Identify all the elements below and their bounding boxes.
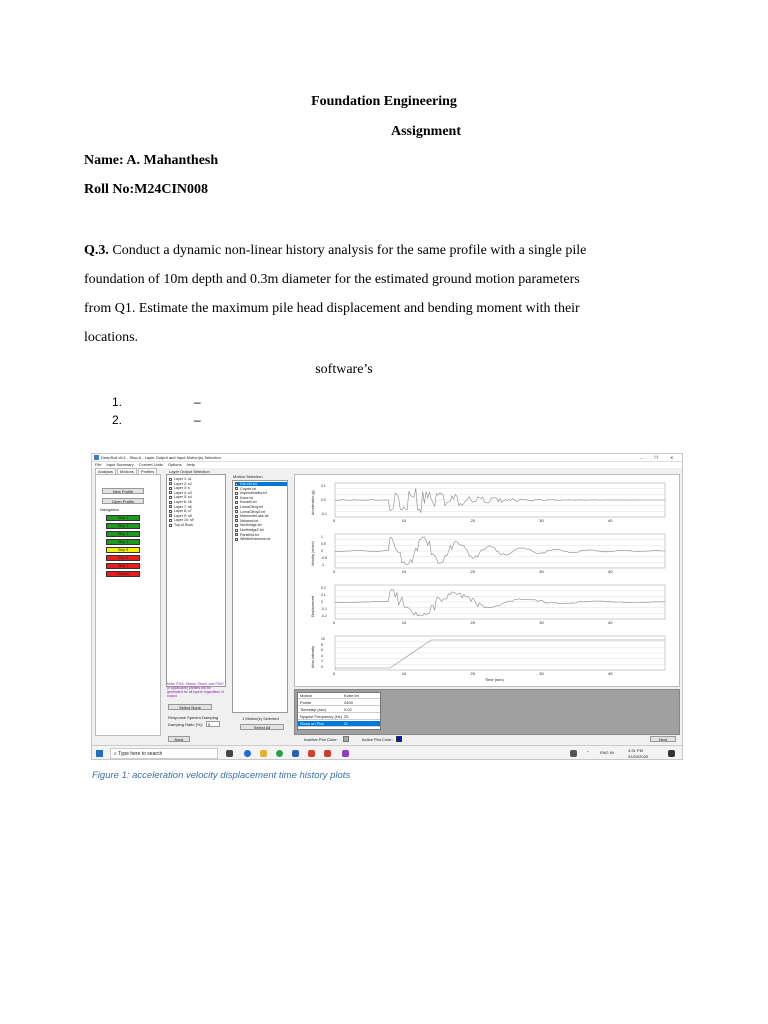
x-tick-label: 0 xyxy=(333,518,336,523)
chevron-up-icon[interactable]: ⌃ xyxy=(586,750,590,755)
layer-checkbox-item[interactable] xyxy=(169,505,192,509)
motion-checkbox-item[interactable] xyxy=(235,482,287,486)
motion-checkbox-item[interactable] xyxy=(235,496,287,500)
x-tick-label: 40 xyxy=(608,569,613,574)
checkbox[interactable] xyxy=(169,510,172,513)
motion-label: Kobe.txt xyxy=(240,495,254,500)
x-tick-label: 30 xyxy=(539,620,544,625)
x-tick-label: 20 xyxy=(470,671,475,676)
y-tick-label: -0.1 xyxy=(321,512,327,516)
inactive-color-swatch[interactable] xyxy=(343,736,349,742)
y-tick-label: 0 xyxy=(321,665,323,669)
time-history-plots xyxy=(295,475,681,688)
y-tick-label: 0.2 xyxy=(321,586,326,590)
layer-checkbox-item[interactable] xyxy=(169,482,192,486)
motion-label: WhittierNarrows.txt xyxy=(240,537,271,542)
layer-label: Layer 8: s7 xyxy=(174,509,192,514)
layer-label: Layer 2: s2 xyxy=(174,481,192,486)
search-icon: ⌕ xyxy=(114,751,119,757)
y-tick-label: 0.1 xyxy=(321,593,326,597)
motion-label: MammothLake.txt xyxy=(240,514,269,519)
checkbox[interactable] xyxy=(235,496,238,499)
active-color-swatch[interactable] xyxy=(396,736,402,742)
window-title: DeepSoil v6.1 - Step 6 - Layer Output and Input Motion(s) Selection xyxy=(101,455,221,460)
motion-label: Nahanni.txt xyxy=(240,518,259,523)
windows-taskbar xyxy=(92,745,682,760)
info-value: 2400 xyxy=(344,700,353,705)
checkbox[interactable] xyxy=(169,496,172,499)
y-tick-label: 0.5 xyxy=(321,542,326,546)
layer-checkbox-item[interactable] xyxy=(169,518,194,522)
motion-checkbox-item[interactable] xyxy=(235,537,287,541)
checkbox[interactable] xyxy=(235,533,238,536)
x-tick-label: 0 xyxy=(333,620,336,625)
info-value: 25 xyxy=(344,714,349,719)
x-tick-label: 0 xyxy=(333,671,336,676)
checkbox[interactable] xyxy=(235,538,238,541)
next-button[interactable]: Next xyxy=(650,736,676,742)
taskbar-search-box[interactable] xyxy=(110,748,218,759)
layer-checkbox-item[interactable] xyxy=(169,514,192,518)
motion-checkbox-item[interactable] xyxy=(235,514,287,518)
x-tick-label: 40 xyxy=(608,620,613,625)
checkbox[interactable] xyxy=(235,483,238,486)
checkbox[interactable] xyxy=(169,514,172,517)
checkbox[interactable] xyxy=(235,515,238,518)
chrome-icon[interactable] xyxy=(276,750,283,757)
select-none-button[interactable]: Select None xyxy=(168,704,212,710)
layer-panel-title: Layer Output Selection xyxy=(169,469,210,474)
info-value: Kobe.txt xyxy=(344,693,359,698)
list-number: 2. xyxy=(112,413,123,427)
new-profile-button[interactable]: New Profile xyxy=(102,488,144,494)
checkbox[interactable] xyxy=(169,487,172,490)
clock-date[interactable]: 31/03/2025 xyxy=(628,754,649,759)
damping-ratio-label: Damping Ratio (%): xyxy=(168,722,203,727)
layer-label: Layer 3: s xyxy=(174,486,190,491)
motion-label: ImperialValley.txt xyxy=(240,491,267,496)
x-tick-label: 10 xyxy=(401,569,407,574)
motion-label: Kocaeli.txt xyxy=(240,500,257,505)
list-text: – xyxy=(194,413,201,427)
task-view-icon[interactable] xyxy=(226,750,233,757)
layer-label: Layer 9: s8 xyxy=(174,513,192,518)
info-key: Show on Plot xyxy=(300,721,324,726)
nav-step-button[interactable]: Step 7 xyxy=(106,563,140,569)
motion-label: LomaGilroy2.txt xyxy=(240,509,266,514)
inactive-color-label: Inactive Plot Color: xyxy=(304,737,338,742)
x-tick-label: 20 xyxy=(470,569,475,574)
bottom-bar xyxy=(92,736,682,744)
nav-step-button[interactable]: Step 5 xyxy=(106,547,140,553)
x-tick-label: 30 xyxy=(539,569,544,574)
motion-label: Coyote.txt xyxy=(240,486,257,491)
info-row xyxy=(298,714,380,720)
y-tick-label: -1 xyxy=(321,563,325,567)
list-number: 1. xyxy=(112,395,123,409)
motion-checkbox-item[interactable] xyxy=(235,500,287,504)
deepsoil-taskbar-icon[interactable] xyxy=(342,750,349,757)
y-tick-label: 0.1 xyxy=(321,484,326,488)
layer-output-panel xyxy=(166,469,226,687)
menu-input-summary[interactable]: Input Summary xyxy=(106,462,134,467)
motions-selected-count: 1 Motion(s) Selected xyxy=(242,716,279,721)
motion-panel-title: Motion Selection xyxy=(233,474,263,479)
layer-label: Layer 7: s6 xyxy=(174,504,192,509)
app-icon xyxy=(94,455,99,460)
nav-step-button[interactable]: Step 3 xyxy=(106,531,140,537)
damping-ratio-input[interactable]: 5 xyxy=(206,721,220,727)
language-indicator[interactable]: ENG IN xyxy=(600,750,614,755)
checkbox[interactable] xyxy=(235,524,238,527)
info-row xyxy=(298,700,380,706)
x-tick-label: 20 xyxy=(470,518,475,523)
student-name: Name: A. Mahanthesh xyxy=(84,153,219,168)
y-tick-label: 0.0 xyxy=(321,498,326,502)
x-tick-label: 10 xyxy=(401,620,407,625)
info-key: Timestep (sec) xyxy=(300,707,327,712)
checkbox[interactable] xyxy=(235,519,238,522)
navigation-panel xyxy=(95,474,161,736)
tab-profiles[interactable]: Profiles xyxy=(138,468,157,475)
word-icon[interactable] xyxy=(292,750,299,757)
select-all-button[interactable]: Select All xyxy=(240,724,284,730)
list-text: – xyxy=(194,395,201,409)
tab-motions[interactable]: Motions xyxy=(117,468,137,475)
deepsoil-screenshot xyxy=(91,453,683,760)
y-tick-label: -0.2 xyxy=(321,614,327,618)
x-tick-label: 40 xyxy=(608,518,613,523)
window-titlebar xyxy=(92,454,682,462)
nav-step-button[interactable]: Step 2 xyxy=(106,523,140,529)
notification-icon[interactable] xyxy=(668,750,675,757)
x-axis-label: Time (sec) xyxy=(485,677,504,682)
checkbox[interactable] xyxy=(235,529,238,532)
y-tick-label: -0.1 xyxy=(321,607,327,611)
motion-label: LomaGilroy.txt xyxy=(240,505,263,509)
info-row xyxy=(298,693,380,699)
minimize-icon[interactable]: – xyxy=(640,455,643,460)
layer-label: Layer 4: s3 xyxy=(174,490,192,495)
checkbox[interactable] xyxy=(169,505,172,508)
checkbox[interactable] xyxy=(169,482,172,485)
question-label: Q.3. xyxy=(84,243,109,258)
question-line-1: Conduct a dynamic non-linear history analysis for the same profile with a single pile xyxy=(112,243,587,258)
nav-step-button[interactable]: Step 1 xyxy=(106,515,140,521)
document-subtitle: Assignment xyxy=(390,124,461,139)
close-icon[interactable]: ✕ xyxy=(670,455,674,460)
menu-bar xyxy=(92,462,682,468)
motion-checkbox-item[interactable] xyxy=(235,487,287,491)
windows-start-icon[interactable] xyxy=(96,750,103,757)
tab-analysis[interactable]: Analysis xyxy=(95,468,116,475)
list-item xyxy=(112,395,201,409)
motion-info-panel xyxy=(294,689,680,735)
checkbox[interactable] xyxy=(235,510,238,513)
menu-convert-units[interactable]: Convert Units xyxy=(138,462,163,467)
x-tick-label: 30 xyxy=(539,518,544,523)
menu-options[interactable]: Options xyxy=(167,462,182,467)
checkbox[interactable] xyxy=(235,487,238,490)
file-explorer-icon[interactable] xyxy=(260,750,267,757)
checkbox[interactable] xyxy=(169,524,172,527)
menu-file[interactable]: File xyxy=(95,462,102,467)
menu-help[interactable]: Help xyxy=(186,462,195,467)
motion-info-table xyxy=(297,692,381,730)
motion-label: Parkfield.txt xyxy=(240,532,259,537)
layer-checkbox-item[interactable] xyxy=(169,523,193,527)
taskbar-search-text: Type here to search xyxy=(118,751,163,757)
x-tick-label: 20 xyxy=(470,620,475,625)
checkbox[interactable] xyxy=(235,492,238,495)
motion-checkbox-item[interactable] xyxy=(235,523,287,527)
info-row xyxy=(298,707,380,713)
y-tick-label: 8 xyxy=(321,642,323,647)
motion-checkbox-item[interactable] xyxy=(235,491,287,495)
checkbox[interactable] xyxy=(235,501,238,504)
y-axis-label: Displacement xyxy=(311,595,315,617)
x-tick-label: 0 xyxy=(333,569,336,574)
document-title: Foundation Engineering xyxy=(311,94,457,109)
damping-label: Response Spectra Damping xyxy=(168,715,219,720)
nav-step-button[interactable]: Step 6 xyxy=(106,555,140,561)
y-tick-label: 2 xyxy=(321,659,323,664)
y-axis-label: Arias Intensity xyxy=(311,646,315,668)
y-tick-label: 10 xyxy=(321,637,325,641)
motion-label: Northridge2.txt xyxy=(240,528,264,532)
layer-checkbox-item[interactable] xyxy=(169,500,192,504)
navigation-label: Navigation xyxy=(100,507,119,512)
motion-checkbox-item[interactable] xyxy=(235,528,287,532)
checkbox[interactable] xyxy=(169,478,172,481)
info-key: Nyquist Frequency (Hz) xyxy=(300,714,343,719)
layer-checkbox-item[interactable] xyxy=(169,477,192,481)
edge-icon[interactable] xyxy=(244,750,251,757)
time-history-plot-area xyxy=(294,474,680,687)
motion-checkbox-item[interactable] xyxy=(235,510,287,514)
checkbox[interactable] xyxy=(169,501,172,504)
active-color-label: Active Plot Color: xyxy=(362,737,393,742)
roll-number: Roll No:M24CIN008 xyxy=(84,182,209,197)
y-tick-label: 6 xyxy=(321,648,323,653)
checkbox[interactable] xyxy=(235,506,238,509)
y-tick-label: 1 xyxy=(321,535,323,539)
layer-checkbox-item[interactable] xyxy=(169,486,190,490)
layer-label: Layer 6: s5 xyxy=(174,500,192,504)
x-tick-label: 40 xyxy=(608,671,613,676)
motion-label: Chi-Chi.txt xyxy=(240,482,257,486)
motion-label: Northridge.txt xyxy=(240,523,262,528)
y-tick-label: -0.5 xyxy=(321,556,327,560)
checkbox[interactable] xyxy=(169,519,172,522)
x-tick-label: 10 xyxy=(401,518,407,523)
maximize-icon[interactable]: ❐ xyxy=(654,455,658,460)
app-icon-orange[interactable] xyxy=(324,750,331,757)
nav-step-button[interactable]: Results xyxy=(106,571,140,577)
software-line: software’s xyxy=(315,362,373,377)
x-tick-label: 30 xyxy=(539,671,544,676)
y-axis-label: Velocity (m/sec) xyxy=(311,541,315,566)
motion-selection-panel xyxy=(232,480,288,713)
motion-checkbox-item[interactable] xyxy=(235,519,287,523)
layer-checkbox-item[interactable] xyxy=(169,491,192,495)
y-tick-label: 4 xyxy=(321,653,323,658)
info-row xyxy=(298,721,380,727)
x-tick-label: 10 xyxy=(401,671,407,676)
app-icon-red[interactable] xyxy=(308,750,315,757)
question-line-2: foundation of 10m depth and 0.3m diameter for the estimated ground motion parameters xyxy=(84,272,580,287)
info-key: Points xyxy=(300,700,312,705)
info-value[interactable]: ☑ xyxy=(344,721,348,726)
layer-label: Top of Rock xyxy=(174,523,193,527)
open-profile-button[interactable]: Open Profile xyxy=(102,498,144,504)
layer-label: Layer 10: s9 xyxy=(174,518,194,523)
figure-caption: Figure 1: acceleration velocity displacement time history plots xyxy=(92,770,351,781)
question-line-4: locations. xyxy=(84,330,139,345)
info-key: Motion xyxy=(300,693,313,698)
layer-note: Note: PGA, Stress, Strain, and PSA* (if applicable) profiles will be generated for all layers regardless of output xyxy=(167,682,224,698)
motion-checkbox-item[interactable] xyxy=(235,533,287,537)
layer-checkbox-item[interactable] xyxy=(169,509,192,513)
layer-label: Layer 1: s1 xyxy=(174,477,192,481)
info-value: 0.02 xyxy=(344,707,352,712)
nav-step-button[interactable]: Step 4 xyxy=(106,539,140,545)
question-paragraph xyxy=(84,236,644,352)
list-item xyxy=(112,413,201,427)
checkbox[interactable] xyxy=(169,491,172,494)
layer-checkbox-item[interactable] xyxy=(169,495,192,499)
system-tray-icon[interactable] xyxy=(570,750,577,757)
question-line-3: from Q1. Estimate the maximum pile head displacement and bending moment with their xyxy=(84,301,580,316)
y-tick-label: 0 xyxy=(321,600,323,604)
back-button[interactable]: Back xyxy=(168,736,190,742)
y-axis-label: Acceleration (g) xyxy=(311,490,315,515)
layer-label: Layer 5: s4 xyxy=(174,495,192,500)
clock-time[interactable]: 4:31 PM xyxy=(628,748,643,753)
motion-checkbox-item[interactable] xyxy=(235,505,287,509)
y-tick-label: 0 xyxy=(321,549,323,553)
